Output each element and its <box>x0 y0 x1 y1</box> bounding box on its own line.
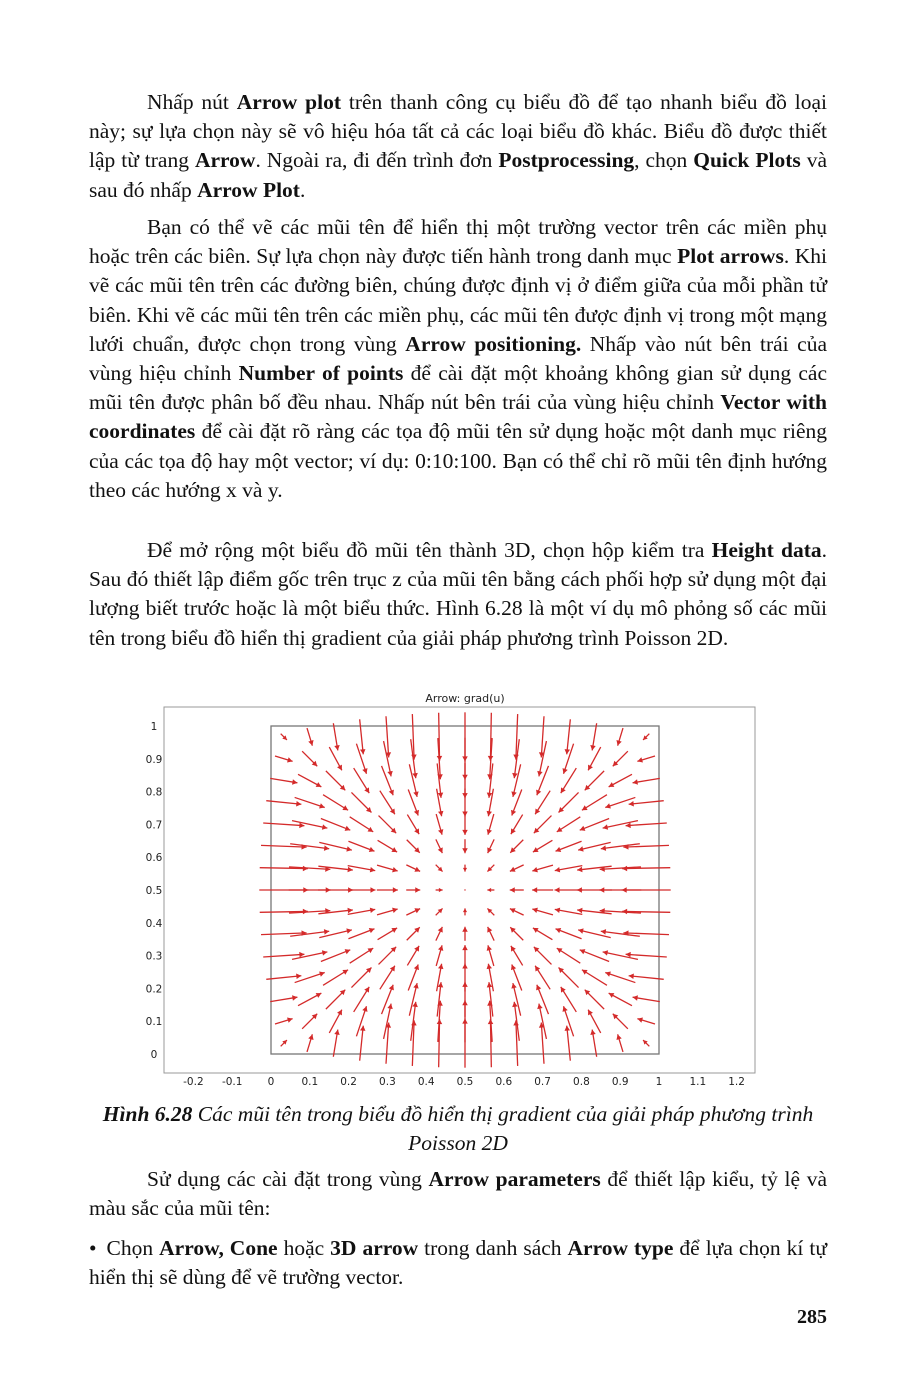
field-arrow <box>263 952 304 957</box>
field-arrow <box>436 888 443 892</box>
field-arrow <box>406 865 420 872</box>
figure-caption <box>89 1100 827 1158</box>
field-arrow <box>437 1019 442 1067</box>
field-arrow <box>323 795 348 811</box>
field-arrow <box>462 712 468 761</box>
field-arrow <box>436 865 443 872</box>
field-arrow <box>557 817 581 832</box>
x-tick-label: -0.1 <box>221 1076 243 1088</box>
field-arrow <box>302 751 317 766</box>
field-arrow <box>333 1030 339 1057</box>
bold-term: Number of points <box>238 361 404 386</box>
text-run: để cài đặt rõ ràng các tọa độ mũi tên sử dụng hoặc một danh mục riêng của các tọa độ hay một vector; ví dụ: 0:10:100. Bạn có thể chỉ rõ mũi tên định hướng theo các hướng x và y. <box>89 419 827 502</box>
field-arrow <box>462 839 468 853</box>
bold-term: Height data <box>711 538 822 562</box>
field-arrow <box>588 1010 601 1033</box>
field-arrow <box>580 819 609 831</box>
field-arrow <box>347 887 375 893</box>
field-arrow <box>582 795 607 811</box>
field-arrow <box>487 839 494 853</box>
x-tick-label: 0.3 <box>379 1076 396 1088</box>
field-arrow <box>510 865 524 872</box>
field-arrow <box>436 927 443 941</box>
field-arrow <box>555 908 583 915</box>
field-arrow <box>351 968 371 988</box>
field-arrow <box>379 816 397 834</box>
field-arrow <box>539 716 544 757</box>
text-run: trong danh sách <box>418 1236 568 1260</box>
text-run: và sau đó nhấp <box>89 148 827 202</box>
y-tick-label: 0 <box>150 1049 158 1061</box>
bold-term: 3D arrow <box>330 1236 419 1260</box>
field-arrow <box>487 927 494 941</box>
y-axis-ticks <box>146 721 163 1061</box>
arrow-plot-chart <box>140 688 765 1096</box>
field-arrow <box>378 840 398 852</box>
field-arrow <box>582 970 607 986</box>
y-tick-label: 0.4 <box>145 917 163 930</box>
field-arrow <box>348 928 374 939</box>
bold-term: Arrow <box>194 148 256 173</box>
field-arrow <box>281 1040 287 1046</box>
field-arrow <box>350 817 374 832</box>
field-arrow <box>487 908 494 915</box>
bold-term: Arrow plot <box>236 90 341 114</box>
field-arrow <box>379 947 397 965</box>
field-arrow <box>386 1023 391 1064</box>
field-arrow <box>326 771 345 790</box>
y-tick-label: 0.8 <box>145 786 163 799</box>
x-tick-label: 0.4 <box>417 1076 435 1088</box>
x-tick-label: 1.2 <box>728 1076 745 1088</box>
text-run: Bạn có thể vẽ các mũi tên để hiển thị một trường vector trên các miền phụ hoặc trên các biên. Sự lựa chọn này được tiến hành trong danh mục <box>89 215 827 269</box>
field-arrow <box>487 814 494 835</box>
field-arrow <box>534 816 552 834</box>
field-arrow <box>270 778 297 784</box>
field-arrow <box>437 713 442 761</box>
field-arrow <box>590 723 596 750</box>
field-arrow <box>556 841 582 852</box>
text-run: , chọn <box>634 148 694 173</box>
field-arrow <box>407 815 419 835</box>
text-run: Để mở rộng một biểu đồ mũi tên thành 3D, chọn hộp kiểm tra <box>147 538 712 562</box>
bold-term: Vector with coordinates <box>89 390 827 444</box>
bold-term: Arrow Plot <box>197 177 300 202</box>
field-arrow <box>622 887 671 893</box>
field-arrow <box>555 866 583 873</box>
paragraph-plot-arrows <box>89 213 827 505</box>
field-arrow <box>643 1040 649 1046</box>
field-arrow <box>557 948 581 963</box>
field-arrow <box>643 734 649 740</box>
field-arrow <box>559 792 579 812</box>
text-run: hoặc <box>277 1236 331 1260</box>
field-arrow <box>536 766 548 795</box>
field-arrow <box>302 1014 317 1029</box>
text-run: trên thanh công cụ biểu đồ để tạo nhanh biểu đồ loại này; sự lựa chọn này sẽ vô hiệu hóa tất cả các loại biểu đồ khác. Biểu đồ được thiết lập từ trang <box>89 90 828 173</box>
bold-term: Arrow parameters <box>428 1167 601 1191</box>
text-run: . Khi vẽ các mũi tên trên các đường biên, chúng được định vị ở điểm giữa của mỗi phần tử biên. Khi vẽ các mũi tên trên các miền phụ, các mũi tên được định vị trong một mạng lưới chuẩn, được chọn trong vùng <box>89 244 828 356</box>
field-arrow <box>585 990 604 1009</box>
x-tick-label: 0 <box>267 1076 275 1088</box>
field-arrow <box>321 819 350 831</box>
y-tick-label: 1 <box>150 721 158 733</box>
y-tick-label: 0.5 <box>145 885 163 897</box>
field-arrow <box>360 719 366 754</box>
field-arrow <box>532 908 553 915</box>
field-arrow <box>348 866 376 873</box>
x-tick-label: 0.2 <box>340 1076 357 1088</box>
text-run: . Sau đó thiết lập điểm gốc trên trục z của mũi tên bằng cách phối hợp sử dụng một đại lượng biết trước hoặc là một biểu thức. Hình 6.28 là một ví dụ mô phỏng số các mũi tên trong biểu đồ hiển thị gradient của giải pháp phương trình Poisson 2D. <box>89 538 827 650</box>
field-arrow <box>281 734 287 740</box>
field-arrow <box>462 814 468 835</box>
field-arrow <box>616 728 623 746</box>
field-arrow <box>377 887 398 893</box>
text-run: để thiết lập kiểu, tỷ lệ và màu sắc của mũi tên: <box>89 1167 827 1221</box>
x-tick-label: 0.7 <box>534 1076 551 1088</box>
field-arrow <box>532 865 553 872</box>
field-arrow <box>622 909 670 914</box>
text-run: . <box>299 177 306 202</box>
field-arrow <box>626 823 667 828</box>
arrow-field <box>259 712 670 1067</box>
text-run: Nhấp nút <box>147 90 237 114</box>
y-tick-label: 0.1 <box>145 1016 163 1029</box>
field-arrow <box>588 747 601 770</box>
field-arrow <box>348 841 374 852</box>
field-arrow <box>463 865 467 872</box>
bold-term: Arrow type <box>567 1236 674 1260</box>
caption-label: Hình 6.28 <box>102 1102 193 1126</box>
field-arrow <box>626 952 667 957</box>
field-arrow <box>637 1017 655 1024</box>
field-arrow <box>270 995 297 1001</box>
field-arrow <box>382 985 394 1014</box>
field-arrow <box>510 908 524 915</box>
field-arrow <box>613 751 628 766</box>
field-arrow <box>348 908 376 915</box>
field-arrow <box>436 839 443 853</box>
field-arrow <box>609 774 632 787</box>
field-arrow <box>533 928 553 940</box>
field-arrow <box>377 865 398 872</box>
y-tick-label: 0.6 <box>145 852 163 865</box>
field-arrow <box>511 946 523 966</box>
field-arrow <box>613 1014 628 1029</box>
field-arrow <box>386 716 391 757</box>
y-tick-label: 0.2 <box>145 983 163 996</box>
field-arrow <box>407 946 419 966</box>
field-arrow <box>565 1026 571 1061</box>
field-arrow <box>260 909 308 914</box>
field-arrow <box>263 823 304 828</box>
field-arrow <box>487 945 494 966</box>
field-arrow <box>511 815 523 835</box>
text-run: Nhấp vào nút bên trái của vùng hiệu chỉnh <box>89 331 827 386</box>
text-run: Sử dụng các cài đặt trong vùng <box>147 1167 429 1191</box>
field-arrow <box>307 728 314 746</box>
field-arrow <box>488 713 493 761</box>
bold-term: Arrow, Cone <box>159 1236 278 1260</box>
field-arrow <box>510 887 524 893</box>
field-arrow <box>536 985 548 1014</box>
field-arrow <box>561 987 577 1012</box>
field-arrow <box>462 945 468 966</box>
field-arrow <box>633 995 660 1001</box>
text-run: . Ngoài ra, đi đến trình đơn <box>255 148 499 173</box>
page-number: 285 <box>797 1306 827 1328</box>
text-run: Chọn <box>106 1236 160 1260</box>
field-arrow <box>510 927 523 940</box>
field-arrow <box>351 792 371 812</box>
field-arrow <box>622 866 670 871</box>
y-tick-label: 0.7 <box>145 819 163 832</box>
bold-term: Arrow positioning. <box>405 331 582 356</box>
field-arrow <box>539 1023 544 1064</box>
bullet-arrow-type <box>89 1234 827 1292</box>
x-tick-label: 0.6 <box>495 1076 513 1088</box>
field-arrow <box>487 888 494 892</box>
field-arrow <box>462 964 468 992</box>
field-arrow <box>275 1017 293 1024</box>
paragraph-arrow-plot <box>89 88 827 205</box>
field-arrow <box>323 970 348 986</box>
chart-title: Arrow: grad(u) <box>425 692 505 705</box>
field-arrow <box>565 719 571 754</box>
field-arrow <box>590 1030 596 1057</box>
field-arrow <box>633 778 660 784</box>
x-tick-label: -0.2 <box>183 1076 204 1088</box>
field-arrow <box>298 774 321 787</box>
field-arrow <box>260 866 308 871</box>
field-arrow <box>585 771 604 790</box>
field-arrow <box>487 865 494 872</box>
field-arrow <box>407 927 420 940</box>
bold-term: Postprocessing <box>498 148 635 173</box>
field-arrow <box>406 908 420 915</box>
field-arrow <box>559 968 579 988</box>
y-tick-label: 0.3 <box>145 950 163 963</box>
field-arrow <box>378 928 398 940</box>
field-arrow <box>532 887 553 893</box>
x-tick-label: 0.5 <box>456 1076 474 1088</box>
field-arrow <box>382 766 394 795</box>
x-tick-label: 0.9 <box>611 1076 629 1088</box>
field-arrow <box>350 948 374 963</box>
bullet-marker: • <box>89 1236 97 1260</box>
field-arrow <box>329 1010 342 1033</box>
field-arrow <box>333 723 339 750</box>
x-tick-label: 1 <box>655 1076 663 1088</box>
field-arrow <box>436 908 443 915</box>
field-arrow <box>533 840 553 852</box>
field-arrow <box>354 768 370 793</box>
text-run: để lựa chọn kí tự hiển thị sẽ dùng để vẽ trường vector. <box>89 1236 827 1290</box>
y-tick-label: 0.9 <box>145 753 163 766</box>
field-arrow <box>436 945 443 966</box>
field-arrow <box>616 1034 623 1052</box>
x-axis-ticks <box>183 1076 745 1088</box>
field-arrow <box>580 949 609 961</box>
field-arrow <box>464 889 465 890</box>
paragraph-height-data <box>89 536 827 653</box>
field-arrow <box>609 993 632 1006</box>
field-arrow <box>298 993 321 1006</box>
field-arrow <box>321 949 350 961</box>
field-arrow <box>326 990 345 1009</box>
field-arrow <box>377 908 398 915</box>
caption-text: Các mũi tên trong biểu đồ hiển thị gradient của giải pháp phương trình Poisson 2D <box>192 1102 814 1155</box>
field-arrow <box>534 947 552 965</box>
bold-term: Quick Plots <box>693 148 801 173</box>
field-arrow <box>406 887 420 893</box>
field-arrow <box>436 814 443 835</box>
field-arrow <box>354 987 370 1012</box>
text-run: để cài đặt một khoảng không gian sử dụng các mũi tên được phân bố đều nhau. Nhấp nút bên trái của vùng hiệu chỉnh <box>89 361 827 415</box>
field-arrow <box>463 908 467 915</box>
paragraph-arrow-parameters <box>89 1165 827 1223</box>
field-arrow <box>360 1026 366 1061</box>
field-arrow <box>307 1034 314 1052</box>
field-arrow <box>510 840 523 853</box>
field-arrow <box>329 747 342 770</box>
x-tick-label: 0.1 <box>301 1076 319 1088</box>
field-arrow <box>637 756 655 763</box>
field-arrow <box>488 1019 493 1067</box>
field-arrow <box>561 768 577 793</box>
bold-term: Plot arrows <box>677 244 784 269</box>
x-tick-label: 0.8 <box>573 1076 590 1088</box>
x-tick-label: 1.1 <box>689 1076 707 1088</box>
field-arrow <box>462 927 468 941</box>
field-arrow <box>556 928 582 939</box>
field-arrow <box>275 756 293 763</box>
field-arrow <box>407 840 420 853</box>
